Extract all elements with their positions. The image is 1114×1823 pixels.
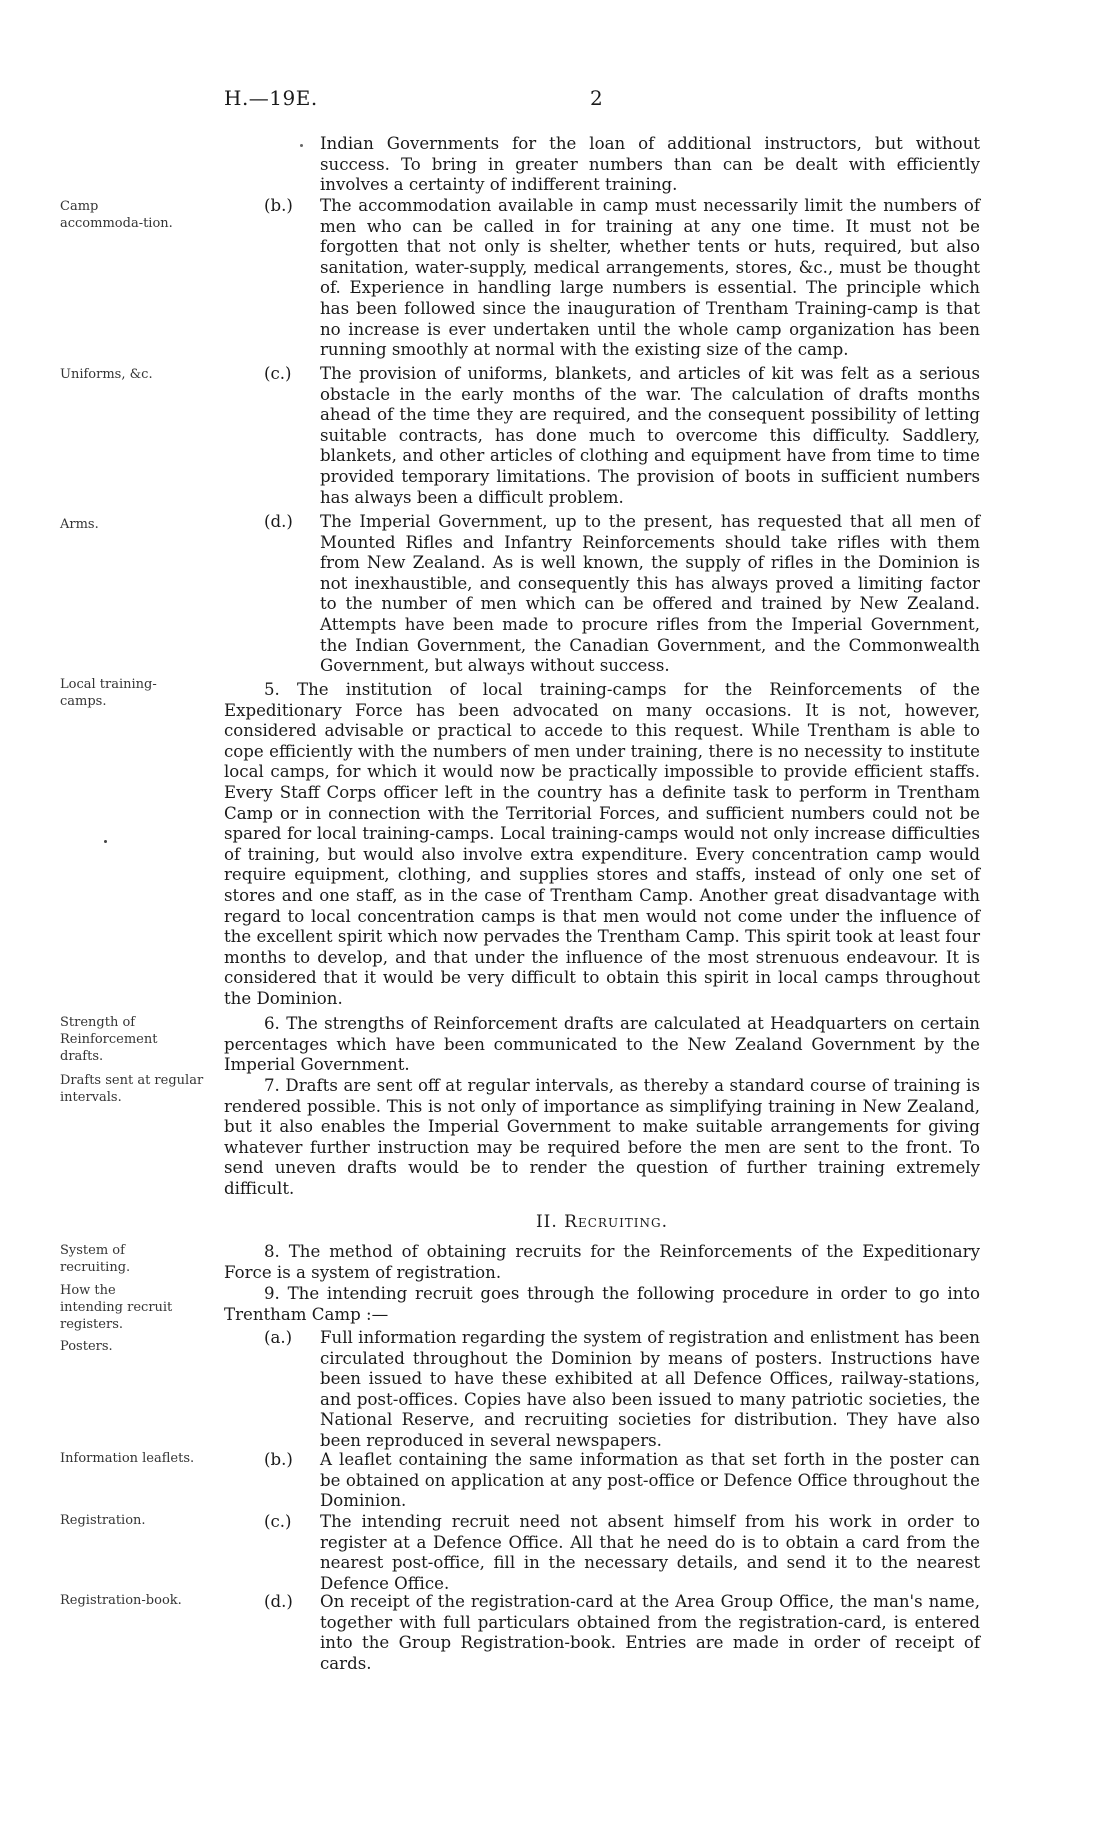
page-header — [0, 86, 1114, 116]
continuation-text: Indian Governments for the loan of additional instructors, but without success. To bring in greater numbers than can be dealt with efficiently involves a certainty of indifferent training. — [320, 134, 980, 195]
list-item — [264, 1450, 980, 1512]
section-heading: II. Recruiting. — [535, 1212, 669, 1232]
item-text: Full information regarding the system of registration and enlistment has been circulated throughout the Dominion by means of posters. Instructions have been issued to have these exhibited at all Defence Offices, railway-stations, and post-offices. Copies have also been issued to many patriotic societies, the National Reserve, and recruiting societies for distribution. They have also been reproduced in several newspapers. — [320, 1328, 980, 1450]
margin-note-uniforms: Uniforms, &c. — [60, 367, 153, 382]
item-label: (b.) — [264, 1450, 293, 1469]
margin-note-local: Local training-camps. — [60, 677, 157, 709]
margin-note-drafts: Drafts sent at regular intervals. — [60, 1073, 204, 1105]
margin-note-system: System of recruiting. — [60, 1243, 131, 1275]
item-label: (b.) — [264, 196, 293, 215]
item-text: The accommodation available in camp must necessarily limit the numbers of men who can be called in for training at any one time. It must not be forgotten that not only is shelter, whether tents or huts, required, but also sanitation, water-supply, medical arrangements, stores, &c., must be thought of. Experience in handling large numbers is essential. The principle which has been followed since the inauguration of Trentham Training-camp is that no increase is ever undertaken until the whole camp organization has been running smoothly at normal with the existing size of the camp. — [320, 196, 980, 360]
paragraph-6: 6. The strengths of Reinforcement drafts are calculated at Headquarters on certain percentages which have been communicated to the New Zealand Government by the Imperial Government. — [224, 1014, 980, 1075]
item-label: (a.) — [264, 1328, 293, 1347]
paragraph-8: 8. The method of obtaining recruits for the Reinforcements of the Expeditionary Force is a system of registration. — [224, 1242, 980, 1282]
list-item — [264, 1512, 980, 1594]
stray-dot-top — [300, 144, 303, 147]
margin-note-book: Registration-book. — [60, 1593, 182, 1608]
item-label: (d.) — [264, 1592, 293, 1611]
margin-note-posters: Posters. — [60, 1339, 113, 1354]
item-text: The intending recruit need not absent himself from his work in order to register at a Defence Office. All that he need do is to obtain a card from the nearest post-office, fill in the necessary details, and send it to the nearest Defence Office. — [320, 1512, 980, 1593]
list-item — [264, 1328, 980, 1452]
item-text: A leaflet containing the same information as that set forth in the poster can be obtained on application at any post-office or Defence Office throughout the Dominion. — [320, 1450, 980, 1511]
item-label: (c.) — [264, 364, 292, 383]
stray-dot — [104, 840, 107, 843]
paragraph-7: 7. Drafts are sent off at regular intervals, as thereby a standard course of training is rendered possible. This is not only of importance as simplifying training in New Zealand, but it also enables the Imperial Government to make suitable arrangements for giving whatever further instruction may be required before the men are sent to the front. To send uneven drafts would be to render the question of further training extremely difficult. — [224, 1076, 980, 1198]
list-item — [264, 196, 980, 361]
margin-note-strength: Strength of Reinforcement drafts. — [60, 1015, 158, 1064]
item-label: (d.) — [264, 512, 293, 531]
item-label: (c.) — [264, 1512, 292, 1531]
margin-note-registration: Registration. — [60, 1513, 146, 1528]
margin-note-camp: Camp accommoda-tion. — [60, 199, 173, 231]
item-text: On receipt of the registration-card at the Area Group Office, the man's name, together with full particulars obtained from the registration-card, is entered into the Group Registration-book. Entries are made in order of receipt of cards. — [320, 1592, 980, 1673]
paragraph-9: 9. The intending recruit goes through the following procedure in order to go into Trentham Camp :— — [224, 1284, 980, 1324]
page-number: 2 — [590, 86, 603, 110]
margin-note-leaflets: Information leaflets. — [60, 1451, 195, 1466]
margin-note-how: How the intending recruit registers. — [60, 1283, 173, 1332]
item-text: The provision of uniforms, blankets, and articles of kit was felt as a serious obstacle in the early months of the war. The calculation of drafts months ahead of the time they are required, and the consequent possibility of letting suitable contracts, has done much to overcome this difficulty. Saddlery, blankets, and other articles of clothing and equipment have from time to time provided temporary limitations. The provision of boots in sufficient numbers has always been a difficult problem. — [320, 364, 980, 507]
list-item — [264, 1592, 980, 1674]
item-text: The Imperial Government, up to the present, has requested that all men of Mounted Rifles and Infantry Reinforcements should take rifles with them from New Zealand. As is well known, the supply of rifles in the Dominion is not inexhaustible, and consequently this has always proved a limiting factor to the number of men which can be offered and trained by New Zealand. Attempts have been made to procure rifles from the Imperial Government, the Indian Government, the Canadian Government, and the Commonwealth Government, but always without success. — [320, 512, 980, 676]
list-item — [264, 512, 980, 677]
paragraph-5: 5. The institution of local training-camps for the Reinforcements of the Expeditionary Force has been advocated on many occasions. It is not, however, considered advisable or practical to accede to this request. While Trentham is able to cope efficiently with the numbers of men under training, there is no necessity to institute local camps, for which it would now be practically impossible to provide efficient staffs. Every Staff Corps officer left in the country has a definite task to perform in Trentham Camp or in connection with the Territorial Forces, and sufficient numbers could not be spared for local training-camps. Local training-camps would not only increase difficulties of training, but would also involve extra expenditure. Every concentration camp would require equipment, clothing, and supplies stores and staffs, instead of only one set of stores and one staff, as in the case of Trentham Camp. Another great disadvantage with regard to local concentration camps is that men would not come under the influence of the excellent spirit which now pervades the Trentham Camp. This spirit took at least four months to develop, and that under the influence of the most strenuous endeavour. It is considered that it would be very difficult to obtain this spirit in local camps throughout the Dominion. — [224, 680, 980, 1008]
document-reference: H.—19E. — [224, 86, 318, 110]
list-item — [264, 364, 980, 508]
margin-note-arms: Arms. — [60, 517, 99, 532]
